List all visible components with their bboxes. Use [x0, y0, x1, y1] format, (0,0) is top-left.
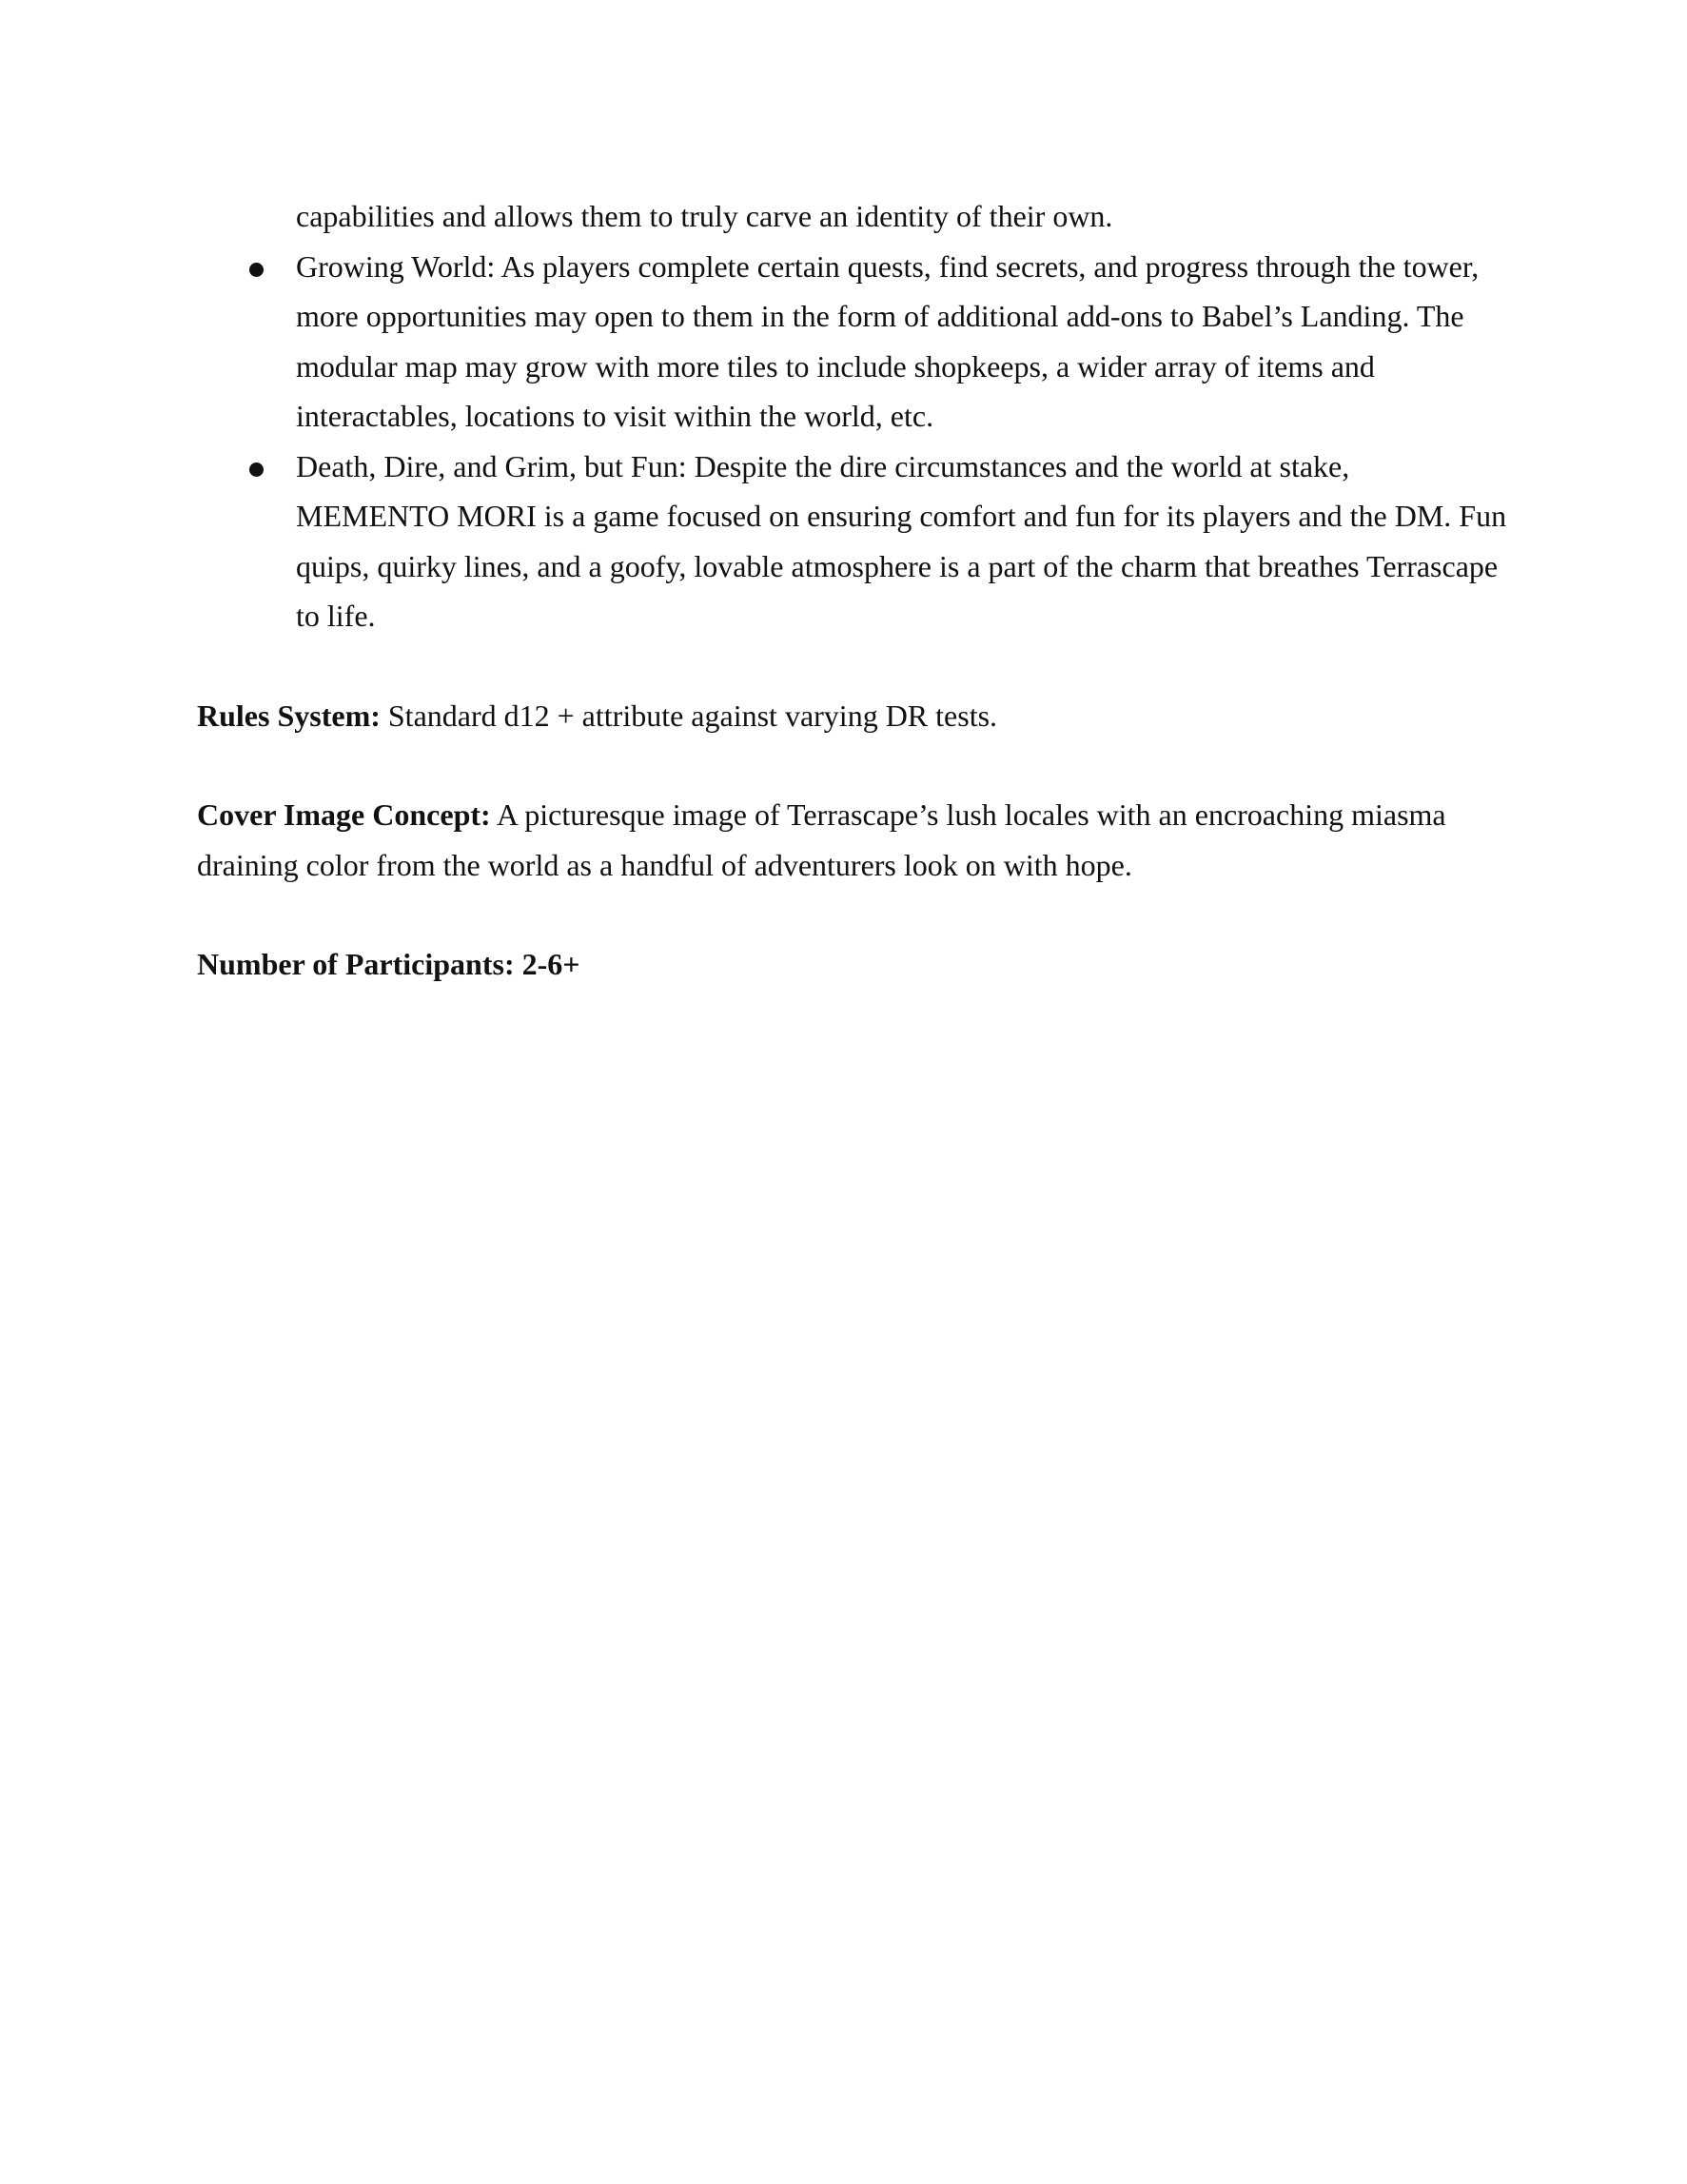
cover-image-paragraph [197, 790, 1510, 890]
list-item-death-dire-grim [197, 442, 1510, 641]
bullet-icon [249, 263, 264, 277]
bullet-text: Growing World: As players complete certain quests, find secrets, and progress through the tower, more opportunities may open to them in the form of additional add-ons to Babel’s Landing. The modular map may grow with more tiles to include shopkeeps, a wider array of items and interactables, locations to visit within the world, etc. [296, 248, 1480, 433]
rules-system-label: Rules System: [197, 698, 381, 733]
bullet-text: Death, Dire, and Grim, but Fun: Despite the dire circumstances and the world at stake, MEMENTO MORI is a game focused on ensuring comfort and fun for its players and the DM. Fun quips, quirky lines, and a goofy, lovable atmosphere is a part of the charm that breathes Terrascape to life. [296, 448, 1507, 633]
cover-image-text: A picturesque image of Terrascape’s lush locales with an encroaching miasma draining color from the world as a handful of adventurers look on with hope. [197, 797, 1446, 882]
participants-paragraph [197, 939, 1510, 990]
rules-system-paragraph [197, 691, 1510, 741]
bullet-icon [249, 462, 264, 477]
document-body [197, 191, 1510, 990]
feature-list [197, 191, 1510, 641]
list-item-continuation [197, 191, 1510, 242]
rules-system-text: Standard d12 + attribute against varying DR tests. [380, 698, 998, 733]
continuation-text: capabilities and allows them to truly carve an identity of their own. [296, 199, 1113, 233]
cover-image-label: Cover Image Concept: [197, 797, 491, 832]
participants-label: Number of Participants: 2-6+ [197, 947, 580, 981]
list-item-growing-world [197, 242, 1510, 442]
